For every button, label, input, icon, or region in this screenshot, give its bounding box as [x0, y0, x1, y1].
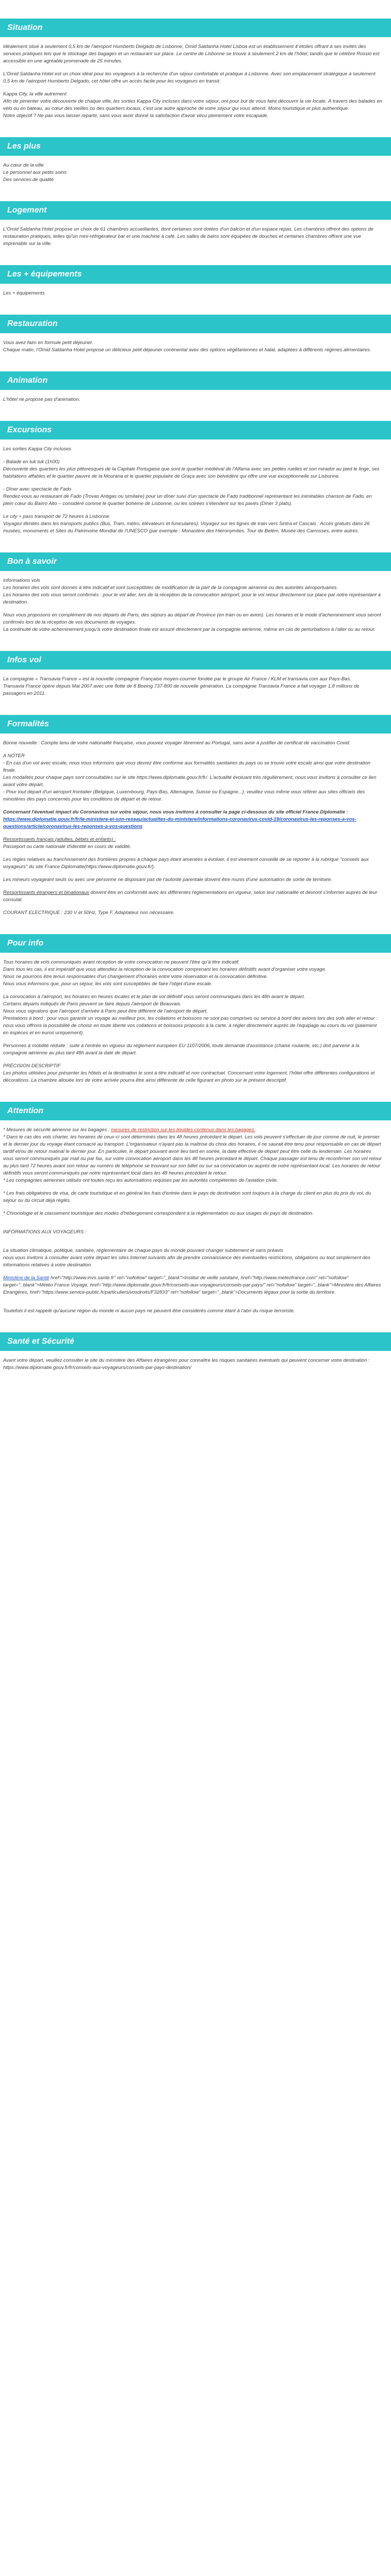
paragraph: * Chronologie et le classement touristique des modes d'hébergement correspondent à la réglementation ou aux usages du pays de destination.	[3, 1211, 314, 1216]
section-body	[0, 339, 391, 354]
paragraph: INFORMATIONS AUX VOYAGEURS :	[3, 1229, 87, 1235]
section-logement	[0, 201, 391, 248]
section-body	[0, 226, 391, 248]
paragraph: COURANT ELECTRIQUE : 230 V et 50Hz, Type F. Adaptateur non nécessaire.	[3, 910, 175, 916]
paragraph: Toutefois il est rappelé qu'aucune région du monde ni aucun pays ne peuvent être considérés comme étant à l'abri du risque terroriste.	[3, 1308, 295, 1314]
paragraph: Au cœur de la ville Le personnel aux petits soins Des services de qualité	[3, 162, 67, 183]
section-body	[0, 162, 391, 184]
section-title: Animation	[0, 371, 391, 390]
paragraph: Vous avez faim en formule petit déjeuner. Chaque matin, l'Omid Saldanha Hotel propose un délicieux petit déjeuner continental avec des options végétariennes et halal, adaptées à différents régimes alimentaires.	[3, 340, 371, 353]
section-body	[0, 959, 391, 1084]
bold-text: Concernant l'éventuel impact du Coronavirus sur votre séjour, nous vous invitons à consulter la page ci-dessous du site officiel France Diplomatie :	[3, 809, 348, 815]
paragraph-text: * Mesures de sécurité aérienne sur les bagages :	[3, 1127, 110, 1133]
section-title: Restauration	[0, 315, 391, 333]
paragraph: La convocation à l'aéroport, les horaires en heures locales et le plan de vol définitif vous seront communiqués dans les 48h avant le départ. Certains départs indiqués de Paris peuvent se faire depuis l'aéroport de Beauvais. Nous vous signalons que l'aéroport d'arrivée à Paris peut être différent de l'aéroport de départ. Prestations à bord : pour vous garantir un voyage au meilleur prix, les collations et boissons ne sont pas comprises ou service à bord des avions lors des vols aller et retour : nous vous offrons la possibilité de choisir en toute liberté vos collations et boissons proposés à la carte, à régler directement auprès de l'équipage au cours du vol (paiement en espèces et en euros uniquement).	[3, 994, 378, 1036]
paragraph-text: doivent être en conformité avec les différentes réglementations en vigueur, selon leur nationalité et devront s'informer auprès de leur consulat.	[3, 890, 378, 903]
section-title: Infos vol	[0, 651, 391, 670]
paragraph: La compagnie « Transavia France » est la nouvelle compagnie Française moyen-courrier fondée par le groupe Air France / KLM et transavia.com aux Pays-Bas. Transavia France opère depuis Mai 2007 avec une flotte de 8 Boeing 737-800 de nouvelle génération. La compagnie Transavia France a fait voyager 1,8 millions de passagers en 2011.	[3, 676, 360, 696]
paragraph: PRÉCISION DESCRIPTIF Les photos utilisées pour présenter les hôtels et la destination le sont à titre indicatif et non contractuel. Concernant votre logement, l'hôtel offre différentes configurations et décorations. La chambre allouée lors de votre arrivée pourra être ainsi différente de celle figurant en photo sur le présent descriptif.	[3, 1063, 375, 1083]
diplomatie-link[interactable]: https://www.diplomatie.gouv.fr/fr/le-ministere-et-son-reseau/actualites-du-ministere/informations-coronavirus-covid-19/coronavirus-les-reponses-a-vos-questions/article/coronavirus-les-reponses-a-vos-questions	[3, 817, 356, 829]
section-title: Pour info	[0, 934, 391, 953]
paragraph: Avant votre départ, veuillez consulter le site du ministère des Affaires étrangères pour connaître les risques sanitaires éventuels qui peuvent concerner votre destination : https://www.diplomatie.gouv.fr/fr/conseils-aux-voyageurs/conseils-par-pays-destination/	[3, 1358, 370, 1371]
paragraph: - Balade en tuk tuk (1h00) Découverte des quartiers les plus pittoresques de la Capitale Portugaise que sont le quartier médiéval de l'Alfama avec ses petites ruelles et son mirador au pied le linge, ses habitations affables et le quartier pauvre de la Mouraria et le quartier populaire de Graça avec son belvédère qui offre une vue exceptionnelle sur Lisbonne.	[3, 459, 380, 479]
section-body	[0, 1357, 391, 1372]
section-animation	[0, 371, 391, 403]
paragraph: A NOTER - En cas d'un vol avec escale, nous vous informons que vous devrez être conforme aux formalités sanitaires du pays où se trouve votre escale ainsi que votre destination finale. Les modalités pour chaque pays sont consultables sur le site https://www.diplomatie.gouv.fr/fr/. L'actualité évoluant très régulièrement, nous vous invitons à consulter ce lien avant votre départ. - Pour tout départ d'un aéroport frontalier (Belgique, Luxembourg, Pays-Bas, Allemagne, Suisse ou Espagne...), veuillez vous même vous référer aux sites officiels des ministères des pays concernés pour les conditions de départ et de retour.	[3, 753, 377, 802]
paragraph: Le city + pass transport de 72 heures à Lisbonne Voyagez illimités dans les transports publics (Bus, Tram, métro, élévateurs et funiculaires). Voyagez sur les lignes de train vers Sintra et Cascais : Accès gratuits dans 26 musées, monuments et Sites du Patrimoine Mondial de l'UNESCO (par exemple : Monastère des Hiéronymites, Tour de Belém, Musée des Carrosses, entre autres.	[3, 514, 370, 534]
section-bon-savoir	[0, 552, 391, 633]
section-body	[0, 1127, 391, 1315]
section-excursions	[0, 421, 391, 535]
underlined-heading: Ressortissants étrangers et binationaux	[3, 890, 89, 895]
section-les-plus	[0, 137, 391, 184]
paragraph: Informations vols Les horaires des vols sont donnés à titre indicatif et sont susceptibles de modification de la part de la compagnie aérienne ou des autorités aéroportuaires. Les horaires des vols vous seront confirmés : pour le vol aller, lors de la réception de la convocation aéroport, pour le vol retour directement sur place par notre représentant à destination.	[3, 578, 381, 605]
section-title: Situation	[0, 19, 391, 37]
section-restauration	[0, 315, 391, 354]
section-sante	[0, 1332, 391, 1372]
paragraph: Bonne nouvelle : Compte tenu de votre nationalité française, vous pouvez voyager librement au Portugal, sans avoir à justifier de certificat de vaccination Covid.	[3, 740, 351, 746]
generic-sections	[0, 19, 391, 697]
paragraph: Personnes à mobilité réduite : suite à l'entrée en vigueur du règlement européen EU 1107/2006, toute demande d'assistance (chaise roulante, etc.) doit parvenir à la compagnie aérienne au plus tard 48h avant la date de départ.	[3, 1043, 360, 1056]
ministere-sante-link[interactable]: Ministère de la Santé	[3, 1275, 50, 1281]
paragraph: * Les frais obligatoires de visa, de carte touristique et en général les frais d'entrée dans le pays de destination sont toujours à la charge du client en plus du prix du vol, du séjour ou du circuit déjà réglés.	[3, 1191, 371, 1203]
paragraph: Les sorties Kappa City incluses	[3, 446, 72, 452]
section-body	[0, 577, 391, 633]
paragraph: Les + équipements	[3, 290, 45, 296]
paragraph-text: * Dans le cas des vols charter, les horaires de ceux-ci sont déterminés dans les 48 heures précédant le départ. Les vols peuvent s'effectuer de jour comme de nuit, le premier et le dernier jour du voyage étant consacré au transport. L'organisateur n'ayant pas la maîtrise du choix des horaires, il ne saurait être tenu pour responsable en cas de départ tardif et/ou de retour matinal le dernier jour. En particulier, le départ pouvant avoir lieu tard en soirée, la date effective de départ peut être celle du lendemain. Les horaires vous seront communiqués par mail ou par fax, sur votre convocation aéroport dans les 48 heures précédant le départ. Chaque passager est tenu de reconfirmer son vol retour au plus tard 72 heures avant son retour au numéro de téléphone se trouvant sur son billet ou sur sa convocation ou auprès de notre représentant local. Les horaires de retour définitifs vous seront communiqués par notre représentant local dans les 48 heures précédant le retour. * Les compagnies aériennes utilisés ont toutes reçu les autorisations requises par les autorités compétentes de l'aviation civile.	[3, 1134, 382, 1183]
liquids-restriction-link[interactable]: mesures de restriction sur les liquides contenus dans les bagages.	[111, 1127, 255, 1133]
section-formalites	[0, 715, 391, 917]
section-body	[0, 446, 391, 535]
paragraph: Les règles relatives au franchissement des frontières propres à chaque pays étant amenées à évoluer, il est vivement conseillé de se reporter à la rubrique "conseils aux voyageurs" du site France Diplomatie(https://www.diplomatie.gouv.fr/).	[3, 857, 369, 870]
section-body	[0, 396, 391, 403]
paragraph	[3, 889, 383, 904]
paragraph: Les mineurs voyageant seuls ou avec une personne ne disposant pas de l'autorité parentale doivent être munis d'une autorisation de sortie de territoire.	[3, 877, 332, 883]
paragraph	[3, 1275, 383, 1296]
paragraph: La situation climatique, politique, sanitaire, réglementaire de chaque pays du monde pouvant changer subitement et sans préavis nous vous invitons à consulter avant votre départ les sites Internet suivants afin de prendre connaissance des éventuelles restrictions, obligations ou tout simplement des informations relatives à votre destination.	[3, 1248, 370, 1268]
section-title: Santé et Sécurité	[0, 1332, 391, 1351]
section-title: Les + équipements	[0, 265, 391, 284]
paragraph: L'hôtel ne propose pas d'animation.	[3, 397, 80, 402]
section-title: Bon à savoir	[0, 552, 391, 571]
section-body	[0, 43, 391, 120]
section-situation	[0, 19, 391, 120]
paragraph-text: href="http://www.invs.sante.fr" rel="nofollow" target="_blank">Institut de veille sanitaire, href="http://www.meteofrance.com" rel="nofollow" target="_blank">Météo France Voyage, href="http://www.diplomatie.gouv.fr/fr/conseils-aux-voyageurs/conseils-par-pays/" rel="nofollow" target="_blank">Ministère des Affaires Etrangères, href="https://www.service-public.fr/particuliers/vosdroits/F32833" rel="nofollow" target="_blank">Documents légaux pour la sortie du territoire.	[3, 1275, 381, 1295]
section-body	[0, 676, 391, 697]
paragraph: Idéalement situé à seulement 0,5 km de l'aéroport Humberto Delgado de Lisbonne, Omid Saldanha Hotel Lisboa est un établissement 4 étoiles offrant à ses invités des services pratiques tels que le stockage des bagages et un restaurant sur place. Le centre de Lisbonne se trouve à seulement 2 km de l'hôtel, tandis que le célèbre Rossio est accessible en une agréable promenade de 25 minutes.	[3, 44, 380, 64]
paragraph	[3, 809, 383, 830]
section-attention	[0, 1102, 391, 1315]
section-infos-vol	[0, 651, 391, 697]
paragraph: L'Omid Saldanha Hotel est un choix idéal pour les voyageurs à la recherche d'un séjour confortable et pratique à Lisbonne. Avec son emplacement stratégique à seulement 0,5 km de l'aéroport Humberto Delgado, cet hôtel offre un accès facile pour les voyageurs en transit.	[3, 71, 376, 84]
paragraph	[3, 836, 383, 851]
section-title: Logement	[0, 201, 391, 220]
section-title: Attention	[0, 1102, 391, 1120]
paragraph-text: Passeport ou carte nationale d'identité en cours de validité.	[3, 844, 132, 850]
section-pour-info	[0, 934, 391, 1084]
paragraph: - Dîner avec spectacle de Fado Rendez-vous au restaurant de Fado (Trovas Antigas ou similaire) pour un dîner suivi d'un spectacle de Fado traditionnel représentant les inimitables chanson de Fado, en plein cœur du Bairro Alto – considéré comme le quartier bohème de Lisbonne, ou les soirées s'étendent sur les pavés (Dîner 3 plats).	[3, 486, 372, 507]
section-title: Les plus	[0, 137, 391, 156]
paragraph: Tous horaires de vols communiqués avant réception de votre convocation ne peuvent l'être qu'à titre indicatif. Dans tous les cas, il est impératif que vous attendiez la réception de la convocation comprenant les horaires définitifs avant d'organiser votre voyage. Nous ne pourrons être tenus responsables d'un changement d'horaires entre votre réservation et la convocation définitive. Nous vous informons que, pour un séjour, les vols sont susceptibles de faire l'objet d'une escale.	[3, 959, 327, 987]
paragraph: Nous vous proposons en complément de nos départs de Paris, des séjours au départ de Province (en train ou en avion). Les horaires et le mode d'acheminement vous seront confirmés lors de la réception de vos documents de voyages. La continuité de votre acheminement jusqu'à votre destination finale est assuré directement par la compagnie aérienne, même en cas de perturbations à l'aller ou au retour.	[3, 612, 381, 632]
section-body	[0, 740, 391, 917]
paragraph: Kappa City, la ville autrement Afin de pimenter votre découverte de chaque ville, les sorties Kappa City incluses dans votre séjour, ont pour but de vous faire découvrir la vie locale. À travers des balades en vélo ou en bateau, au cœur des vieilles ou des quartiers locaux, c'est une autre approche de votre séjour qui vous attend. Moins touristique et plus authentique. Notre objectif ? Ne pas vous laisser repartir, sans vous avoir donné la satisfaction d'avoir vécu pleinement votre escapade.	[3, 91, 383, 119]
section-title: Formalités	[0, 715, 391, 733]
section-body	[0, 290, 391, 297]
section-title: Excursions	[0, 421, 391, 439]
paragraph: L'Omid Saldanha Hotel propose un choix de 61 chambres accueillantes, dont certaines sont dotées d'un balcon et d'un espace repas. Les chambres offrent des options de restauration pratiques, telles qu'un mini-réfrigérateur bar et une machine à café. Les salles de bains sont équipées de douches et certaines chambres offrent une vue imprenable sur la ville.	[3, 226, 373, 247]
underlined-heading: Ressortissants français (adultes, bébés et enfants) :	[3, 837, 116, 842]
section-les-quipements	[0, 265, 391, 297]
paragraph	[3, 1127, 383, 1184]
